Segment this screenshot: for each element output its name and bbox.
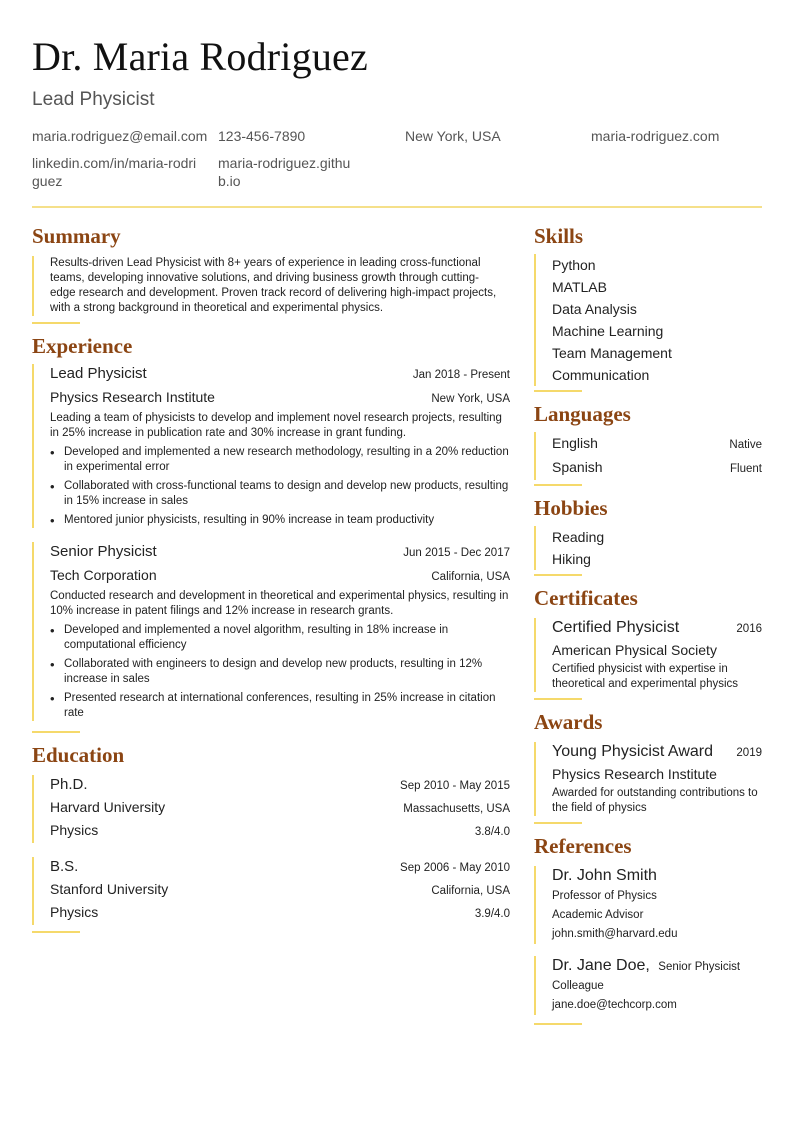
education-item [32,775,510,843]
languages-list [534,432,762,480]
bullet-item: • Mentored junior physicists, resulting in 90% increase in team productivity [50,513,435,528]
section-underline [32,731,80,733]
experience-bullets [50,623,510,721]
section-underline [32,931,80,933]
award-year: 2019 [736,747,762,759]
education-school: Stanford University [50,881,169,897]
education-heading: Education [32,743,125,767]
education-field: Physics [50,904,99,920]
skill-item: Python [552,257,596,273]
hobbies-list [534,526,762,570]
summary-section [32,256,510,316]
certificate-item [534,618,762,692]
language-item [552,456,762,480]
left-column [32,224,510,933]
reference-name: Dr. Jane Doe, [552,957,650,974]
education-item [32,857,510,925]
award-description: Awarded for outstanding contributions to the field of physics [552,787,758,814]
education-dates: Sep 2006 - May 2010 [400,862,510,874]
section-underline [534,1023,582,1025]
bullet-item: • Developed and implemented a novel algorithm, resulting in 18% increase in computational efficiency [50,623,449,651]
education-degree: B.S. [50,858,79,875]
section-underline [534,574,582,576]
language-level: Native [729,439,762,451]
language-name: Spanish [552,459,603,475]
website-link[interactable]: maria-rodriguez.com [591,128,720,144]
education-dates: Sep 2010 - May 2015 [400,780,510,792]
experience-org: Tech Corporation [50,567,157,583]
skills-list [534,254,762,386]
bullet-text: Mentored junior physicists, resulting in 90% increase in team productivity [64,514,435,526]
skill-item: Team Management [552,345,672,361]
section-underline [32,322,80,324]
skills-heading: Skills [534,224,584,248]
summary-heading: Summary [32,224,121,248]
education-school: Harvard University [50,799,166,815]
skill-item: Data Analysis [552,301,637,317]
education-location: Massachusetts, USA [403,803,510,815]
experience-org: Physics Research Institute [50,389,215,405]
education-field: Physics [50,822,99,838]
education-gpa: 3.9/4.0 [474,908,510,920]
certificate-year: 2016 [736,623,762,635]
reference-position: Senior Physicist [658,961,741,973]
bullet-text: Collaborated with engineers to design and develop new products, resulting in 12% increase in sales [64,658,483,685]
reference-name: Dr. John Smith [552,867,657,884]
experience-bullets [50,445,510,528]
reference-email[interactable]: john.smith@harvard.edu [552,928,678,940]
reference-item [534,956,762,1015]
hobbies-heading: Hobbies [534,496,608,520]
award-item [534,742,762,816]
certificates-heading: Certificates [534,586,638,610]
bullet-item: • Collaborated with engineers to design and develop new products, resulting in 12% increase in sales [50,657,483,685]
experience-role: Lead Physicist [50,365,147,382]
experience-location: New York, USA [431,393,510,405]
experience-item [32,364,510,528]
skill-item: Machine Learning [552,323,664,339]
experience-location: California, USA [431,571,510,583]
experience-dates: Jun 2015 - Dec 2017 [403,547,510,559]
github-link[interactable]: maria-rodriguez.github.io [218,155,351,189]
job-title: Lead Physicist [32,89,155,110]
section-underline [534,698,582,700]
education-gpa: 3.8/4.0 [474,826,510,838]
bullet-item: • Developed and implemented a new research methodology, resulting in a 20% reduction in experimental error [50,445,509,473]
phone-number: 123-456-7890 [218,128,306,144]
header-divider [32,206,762,208]
skill-item: MATLAB [552,279,607,295]
linkedin-link[interactable]: linkedin.com/in/maria-rodriguez [32,155,197,189]
bullet-text: Presented research at international conferences, resulting in 25% increase in citation rate [64,692,496,719]
experience-dates: Jan 2018 - Present [412,369,510,381]
bullet-text: Developed and implemented a novel algorithm, resulting in 18% increase in computational efficiency [64,624,449,651]
experience-role: Senior Physicist [50,543,157,560]
languages-heading: Languages [534,402,631,426]
experience-description: Conducted research and development in theoretical and experimental physics, resulting in 10% increase in patent filings and 12% increase in research grants. [50,590,509,617]
experience-description: Leading a team of physicists to develop and implement novel research projects, resulting in 25% increase in publication rate and 30% increase in grant funding. [50,412,502,439]
language-name: English [552,435,598,451]
location: New York, USA [405,128,501,144]
bullet-text: Developed and implemented a new research methodology, resulting in a 20% reduction in experimental error [64,446,509,473]
reference-relation: Academic Advisor [552,909,644,921]
education-degree: Ph.D. [50,776,88,793]
certificate-description: Certified physicist with expertise in theoretical and experimental physics [552,663,739,690]
email-link[interactable]: maria.rodriguez@email.com [32,128,208,144]
language-level: Fluent [730,463,762,475]
experience-item [32,542,510,721]
reference-email[interactable]: jane.doe@techcorp.com [552,999,677,1011]
education-location: California, USA [431,885,510,897]
section-underline [534,390,582,392]
section-underline [534,822,582,824]
skill-item: Communication [552,367,650,383]
certificate-issuer: American Physical Society [552,642,717,658]
summary-text: Results-driven Lead Physicist with 8+ years of experience in leading cross-functional teams, developing innovative solutions, and driving business growth through cutting-edge research and development. Proven track record of delivering high-impact projects, with a strong background in theoretical and experimental physics. [50,257,497,314]
right-column [534,224,762,1025]
section-underline [534,484,582,486]
experience-heading: Experience [32,334,133,358]
bullet-text: Collaborated with cross-functional teams to design and develop new products, resulting in 15% increase in sales [64,480,509,507]
awards-heading: Awards [534,710,603,734]
reference-relation: Colleague [552,980,604,992]
resume-name: Dr. Maria Rodriguez [32,34,368,79]
bullet-item: • Collaborated with cross-functional teams to design and develop new products, resulting in 15% increase in sales [50,479,509,507]
reference-item [534,866,762,944]
hobby-item: Reading [552,529,605,545]
hobby-item: Hiking [552,551,591,567]
reference-position: Professor of Physics [552,890,657,902]
award-issuer: Physics Research Institute [552,766,717,782]
award-name: Young Physicist Award [552,743,713,760]
language-item [552,432,762,456]
bullet-item: • Presented research at international conferences, resulting in 25% increase in citation rate [50,691,496,719]
references-heading: References [534,834,632,858]
certificate-name: Certified Physicist [552,619,680,636]
